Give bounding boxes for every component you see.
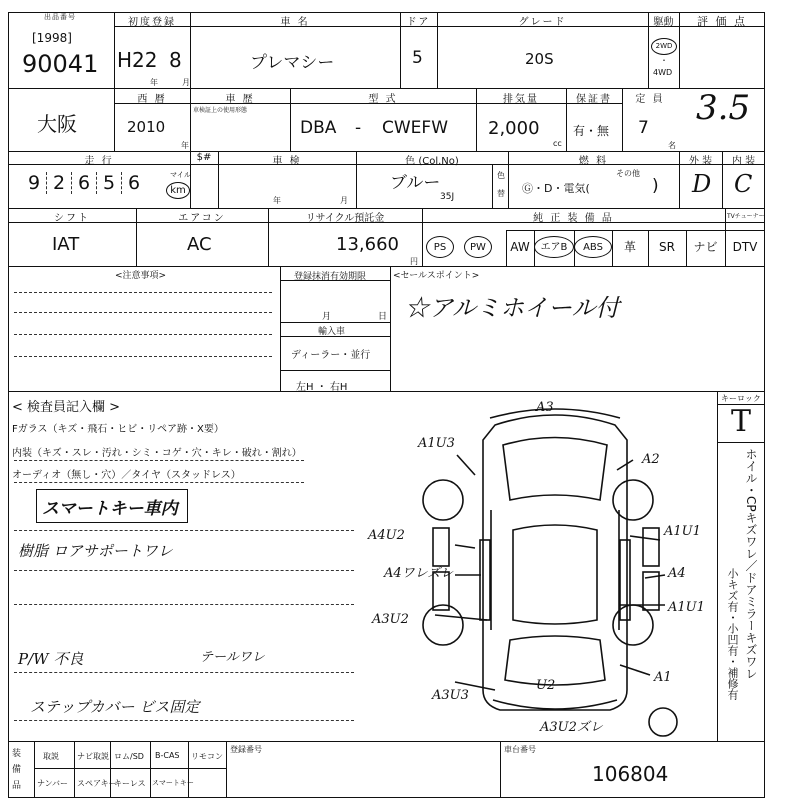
label-reg-number: 登録番号 bbox=[230, 745, 262, 754]
label-model: 型 式 bbox=[368, 94, 398, 105]
first-reg-era: H22 bbox=[117, 48, 158, 72]
label-chassis-number: 車台番号 bbox=[504, 745, 536, 754]
score-value: 3.5 bbox=[696, 88, 751, 128]
damage-mark: U2 bbox=[536, 678, 556, 693]
label-grade: グレード bbox=[518, 17, 567, 28]
recycle-yen-unit: 円 bbox=[410, 257, 418, 266]
label-capacity: 定 員 bbox=[635, 94, 665, 105]
sales-point-value: ☆アルミホイール付 bbox=[405, 294, 620, 322]
mileage-unit-miles: マイル bbox=[170, 171, 191, 179]
damage-mark: A2 bbox=[642, 452, 660, 467]
mileage-digits bbox=[22, 172, 146, 194]
fuel-close: ) bbox=[652, 176, 659, 196]
inspector-note-5: ステップカバー ビス固定 bbox=[30, 698, 200, 716]
model-dash: - bbox=[355, 118, 362, 138]
damage-mark: A3U3 bbox=[432, 688, 469, 703]
fuel-options: Ⓖ・D・電気( bbox=[522, 182, 590, 195]
step-left bbox=[480, 540, 490, 620]
inspector-note-1: スマートキー車内 bbox=[42, 499, 178, 519]
equipment-item: PS bbox=[426, 236, 454, 258]
inspection-month-unit: 月 bbox=[340, 196, 348, 205]
label-caution: <注意事項> bbox=[115, 271, 167, 281]
door-right-front bbox=[643, 528, 659, 566]
footer-rom: ロム/SD bbox=[114, 752, 144, 761]
damage-mark: A1 bbox=[654, 670, 672, 685]
label-warranty: 保証書 bbox=[576, 94, 612, 105]
inspector-note-2: 樹脂 ロアサポートワレ bbox=[18, 542, 173, 560]
mileage-digit: 9 bbox=[27, 172, 41, 194]
label-car-name: 車 名 bbox=[280, 17, 310, 28]
door-left-front bbox=[433, 528, 449, 566]
equipment-item: PW bbox=[464, 236, 492, 258]
model-code: CWEFW bbox=[382, 118, 449, 138]
interior-grade: C bbox=[734, 170, 753, 198]
label-exterior: 外 装 bbox=[688, 156, 713, 167]
damage-mark: A4U2 bbox=[368, 528, 405, 543]
cc-unit: cc bbox=[553, 139, 562, 148]
label-import: 輸入車 bbox=[318, 327, 346, 337]
label-recycle: リサイクル預託金 bbox=[305, 213, 385, 224]
mileage-digit: 5 bbox=[96, 172, 121, 194]
label-ka: 替 bbox=[497, 189, 505, 198]
label-keylock: キーロック bbox=[721, 394, 761, 403]
footer-remote: リモコン bbox=[191, 752, 223, 761]
footer-navi-manual: ナビ取説 bbox=[77, 752, 109, 761]
label-mileage: 走 行 bbox=[84, 156, 114, 167]
label-color: 色 (Col.No) bbox=[405, 156, 459, 167]
audio-line: オーディオ（無し・穴）／タイヤ（スタッドレス） bbox=[12, 470, 241, 481]
footer-spare-key: スペアキー bbox=[77, 779, 117, 788]
grade-value: 20S bbox=[525, 50, 554, 68]
drive-2wd: 2WD bbox=[651, 38, 677, 55]
wheel-front-right bbox=[613, 480, 653, 520]
label-score: 評 価 点 bbox=[697, 15, 747, 28]
label-cc: 排気量 bbox=[503, 94, 539, 105]
footer-number: ナンバー bbox=[37, 779, 69, 788]
footer-keyless: キーレス bbox=[114, 779, 146, 788]
location-value: 大阪 bbox=[37, 112, 77, 136]
handle-option: 左H ・ 右H bbox=[296, 382, 348, 393]
label-equipment: 純 正 装 備 品 bbox=[533, 213, 614, 224]
car-front-bumper bbox=[490, 409, 620, 418]
mileage-digit: 6 bbox=[71, 172, 96, 194]
mileage-unit-km: km bbox=[166, 182, 190, 199]
wheel-rear-left bbox=[423, 605, 463, 645]
equipment-item: エアB bbox=[534, 236, 574, 258]
exterior-grade: D bbox=[692, 170, 712, 198]
label-fuel: 燃 料 bbox=[578, 156, 609, 167]
label-shift: シフト bbox=[54, 213, 90, 224]
warranty-value: 有・無 bbox=[573, 124, 610, 138]
damage-mark: A1U1 bbox=[668, 600, 705, 615]
damage-mark: A3 bbox=[536, 400, 554, 415]
capacity-unit: 名 bbox=[668, 141, 676, 150]
label-first-reg: 初度登録 bbox=[128, 17, 176, 28]
damage-mark: A3U2ズレ bbox=[540, 720, 603, 735]
inspector-title: < 検査員記入欄 > bbox=[12, 400, 121, 415]
mileage-digit: 2 bbox=[46, 172, 71, 194]
lot-year: [1998] bbox=[32, 31, 72, 45]
spare-circle bbox=[649, 708, 677, 736]
keylock-value: T bbox=[731, 404, 752, 439]
shift-value: IAT bbox=[52, 234, 80, 255]
color-no-value: 35J bbox=[440, 192, 455, 202]
inspector-note-3: P/W 不良 bbox=[18, 650, 84, 668]
car-rear-bumper bbox=[493, 700, 617, 709]
fuel-other: その他 bbox=[616, 169, 640, 178]
dealer-option: ディーラー・並行 bbox=[291, 350, 371, 361]
label-drive: 駆動 bbox=[653, 17, 674, 28]
equipment-item: SR bbox=[659, 240, 675, 254]
damage-mark: A4 bbox=[668, 566, 686, 581]
footer-smart-key: スマートキー bbox=[152, 779, 194, 787]
label-interior: 内 装 bbox=[731, 156, 756, 167]
footer-manual: 取説 bbox=[43, 752, 59, 761]
label-hall: 出品番号 bbox=[44, 13, 76, 21]
label-door: ドア bbox=[406, 17, 431, 28]
label-shaken-sub: 車検証上の使用形態 bbox=[193, 107, 248, 114]
reg-expiry-month: 月 bbox=[322, 312, 332, 322]
glass-line: Fガラス（キズ・飛石・ヒビ・リペア跡・X要） bbox=[12, 424, 224, 435]
damage-mark: A1U3 bbox=[418, 436, 455, 451]
door-value: 5 bbox=[412, 48, 423, 68]
lot-number: 90041 bbox=[22, 50, 99, 78]
equipment-item: ABS bbox=[574, 236, 612, 258]
equipment-item: 革 bbox=[623, 240, 636, 254]
footer-bcas: B-CAS bbox=[155, 751, 180, 760]
label-inspection: 車 検 bbox=[272, 156, 302, 167]
reg-expiry-day: 日 bbox=[378, 312, 388, 322]
capacity-value: 7 bbox=[638, 118, 649, 138]
color-value: ブルー bbox=[390, 173, 441, 193]
first-reg-month: 8 bbox=[169, 48, 182, 72]
label-equipment-items: 装 備 品 bbox=[12, 749, 22, 791]
car-roof bbox=[513, 525, 597, 624]
equipment-item: AW bbox=[510, 240, 530, 254]
side-note-1: ホイル・CPキズワレ／ドアミラーキズワレ bbox=[744, 448, 758, 680]
drive-dot: ・ bbox=[660, 56, 668, 65]
equipment-item: DTV bbox=[732, 240, 758, 254]
displacement-value: 2,000 bbox=[488, 118, 540, 139]
label-seireki: 西 暦 bbox=[137, 94, 167, 105]
label-tv-tuner: TVチューナー bbox=[727, 213, 765, 220]
model-prefix: DBA bbox=[300, 118, 337, 138]
damage-mark: A4ワレズレ bbox=[384, 566, 454, 581]
year-ad-unit: 年 bbox=[181, 141, 189, 150]
label-aircon: エアコン bbox=[178, 213, 226, 224]
label-shaken: 車 歴 bbox=[225, 94, 255, 105]
inspector-note-4: テールワレ bbox=[200, 650, 265, 665]
damage-mark: A1U1 bbox=[664, 524, 701, 539]
interior-line: 内装（キズ・スレ・汚れ・シミ・コゲ・穴・キレ・破れ・割れ） bbox=[12, 448, 302, 459]
first-reg-year-unit: 年 bbox=[150, 78, 158, 87]
label-reg-expiry: 登録抹消有効期限 bbox=[294, 272, 367, 282]
wheel-front-left bbox=[423, 480, 463, 520]
aircon-value: AC bbox=[187, 234, 212, 255]
first-reg-month-unit: 月 bbox=[182, 78, 190, 87]
year-ad-value: 2010 bbox=[127, 118, 166, 136]
car-hood bbox=[503, 438, 607, 501]
recycle-fee-value: 13,660 bbox=[336, 234, 399, 255]
damage-mark: A3U2 bbox=[372, 612, 409, 627]
chassis-number-value: 106804 bbox=[592, 762, 669, 786]
car-name-value: プレマシー bbox=[250, 53, 335, 73]
equipment-item: ナビ bbox=[693, 240, 718, 254]
drive-4wd: 4WD bbox=[653, 68, 673, 77]
label-s-mark: $# bbox=[196, 152, 212, 163]
mileage-digit: 6 bbox=[121, 172, 146, 194]
side-note-2: 小キズ有・小凹有・補修有 bbox=[726, 568, 739, 700]
label-iro: 色 bbox=[497, 171, 505, 180]
label-sales-point: <セールスポイント> bbox=[393, 271, 480, 281]
inspection-year-unit: 年 bbox=[273, 196, 281, 205]
